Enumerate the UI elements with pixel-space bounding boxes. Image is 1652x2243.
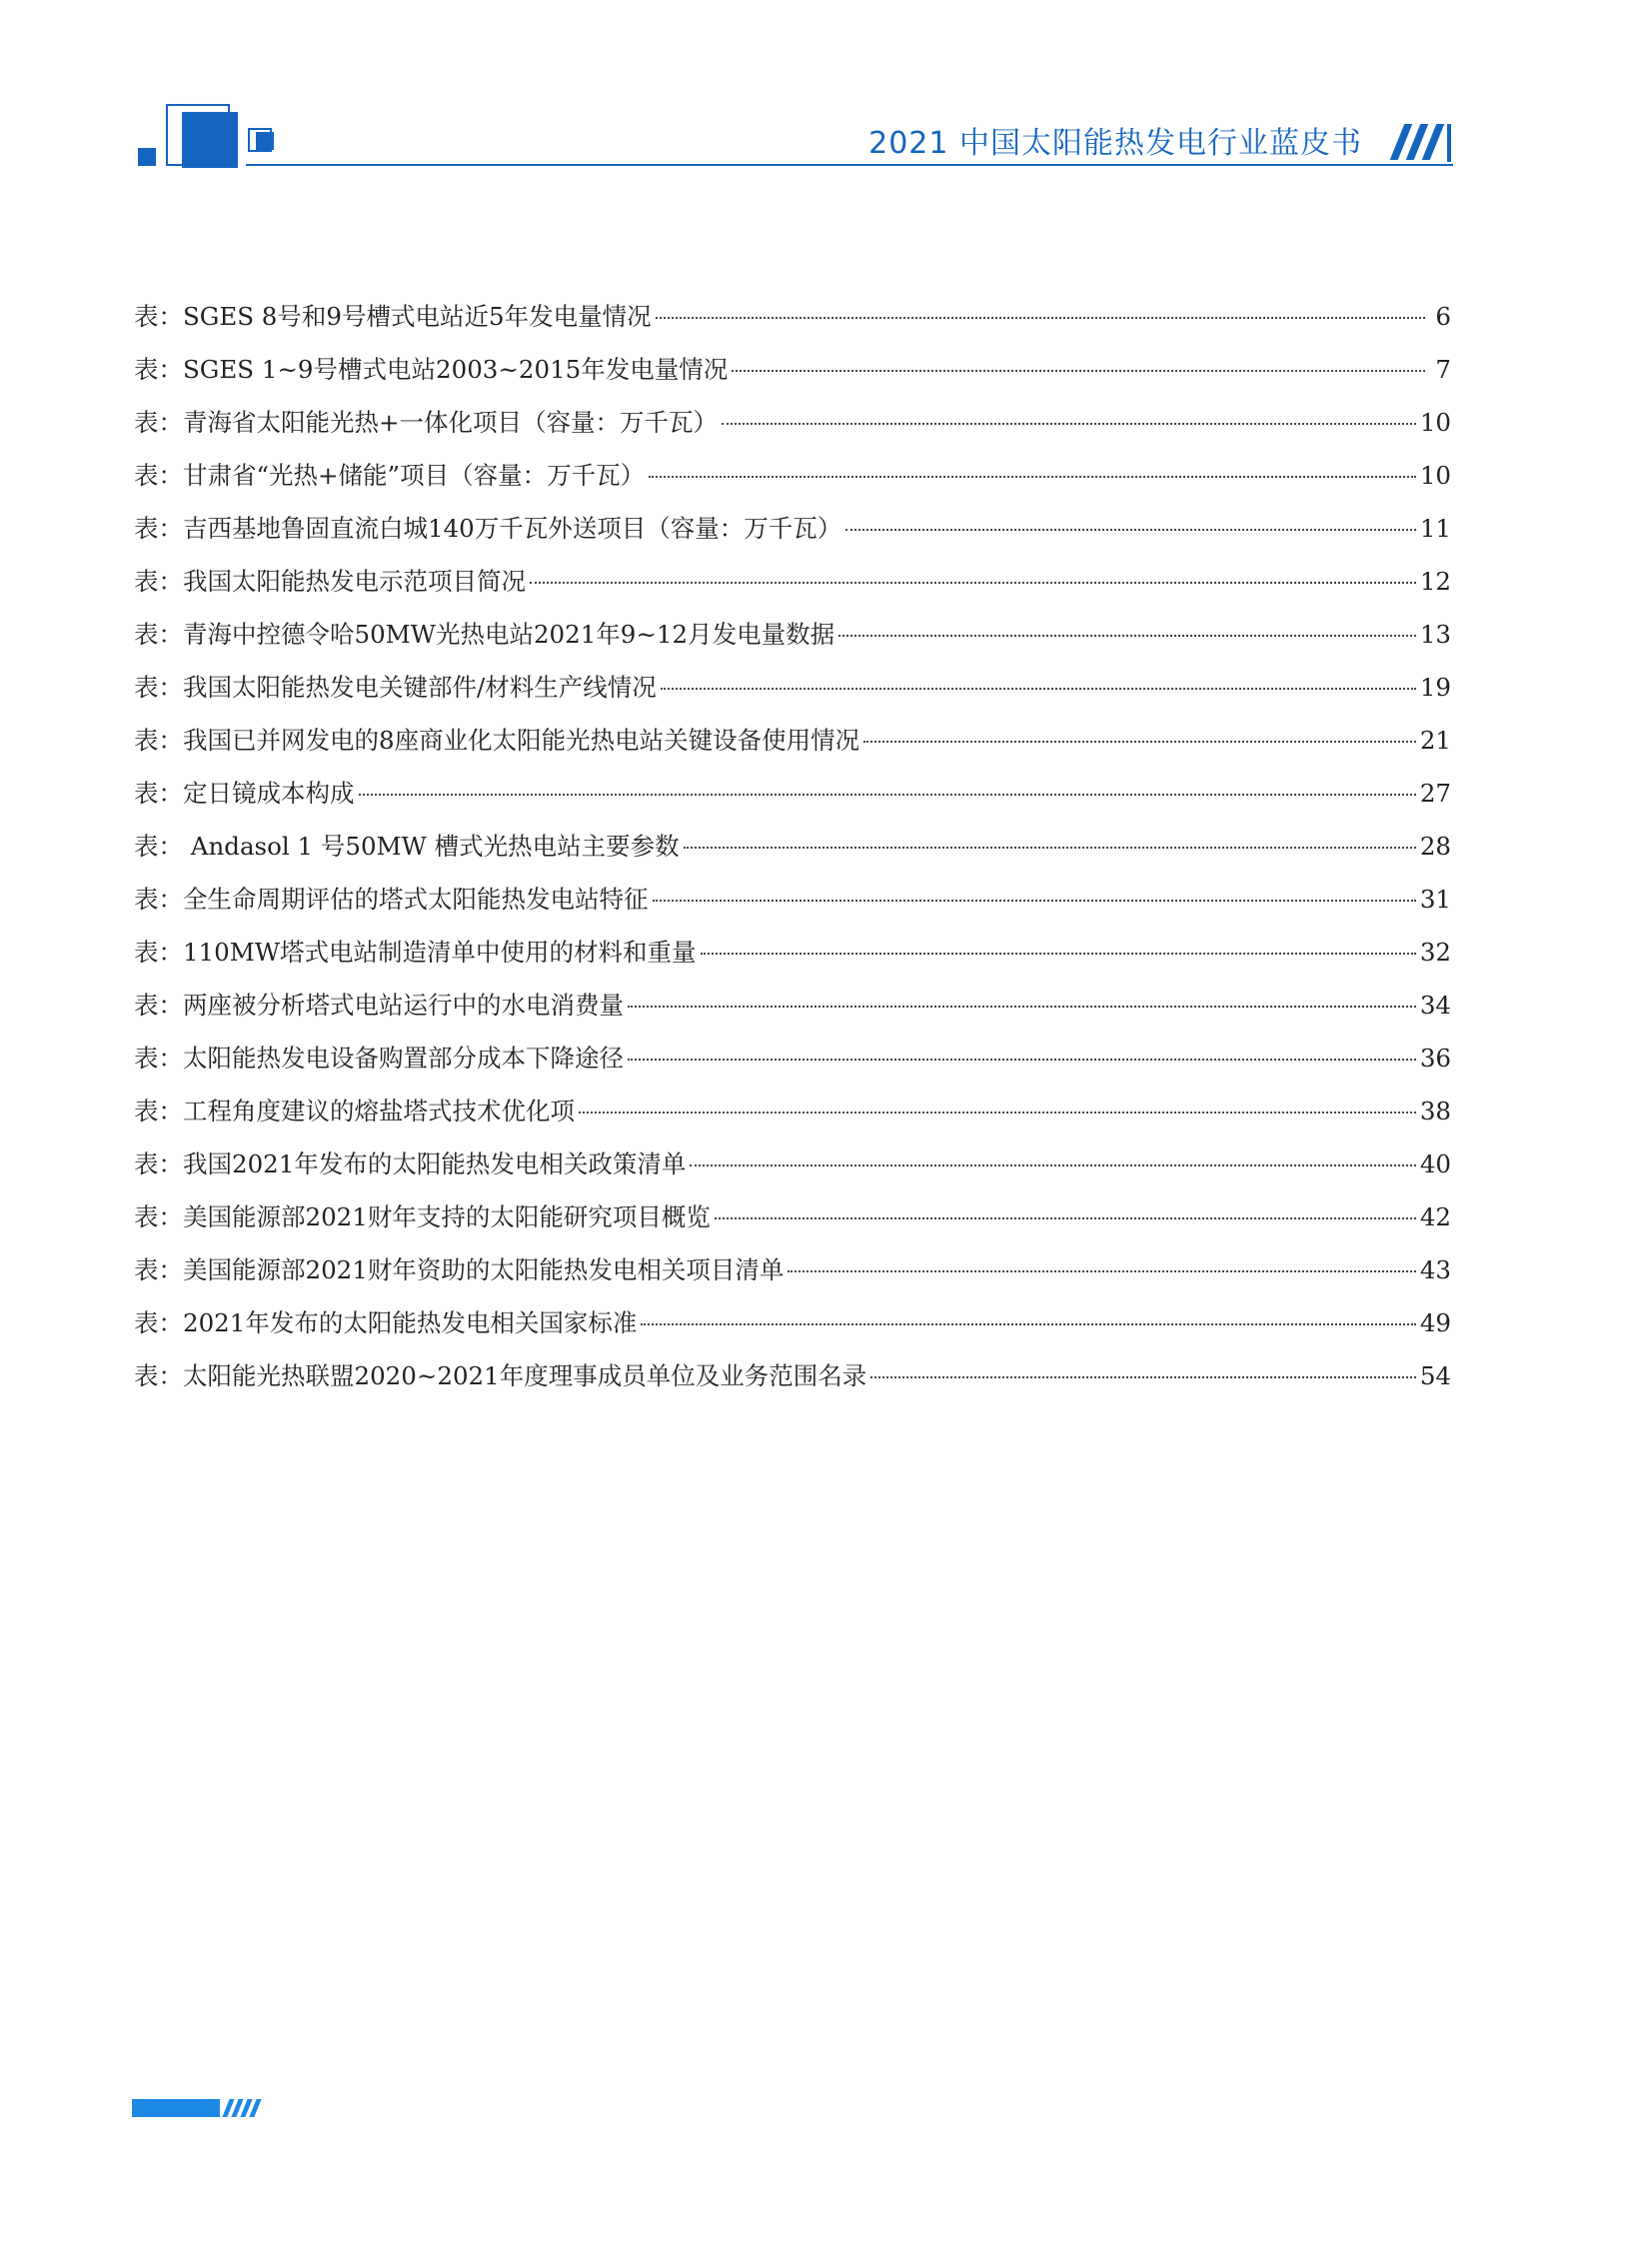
toc-entry-title: 表：甘肃省“光热+储能”项目（容量：万千瓦） (134, 461, 646, 490)
header-slashes-decor (1391, 124, 1455, 160)
toc-leader-dots (661, 688, 1416, 690)
toc-entry-title: 表：我国2021年发布的太阳能热发电相关政策清单 (134, 1149, 687, 1178)
toc-entry-page: 32 (1419, 938, 1451, 967)
footer-bar (132, 2099, 220, 2117)
toc-entry[interactable] (134, 351, 1451, 404)
toc-entry-title: 表：工程角度建议的熔盐塔式技术优化项 (134, 1097, 575, 1125)
toc-leader-dots (628, 1006, 1416, 1008)
toc-entry-page: 49 (1419, 1308, 1451, 1337)
toc-leader-dots (722, 423, 1416, 425)
toc-entry[interactable] (134, 775, 1451, 828)
toc-entry-title: 表：我国太阳能热发电示范项目简况 (134, 567, 526, 596)
toc-entry-title: 表：美国能源部2021财年资助的太阳能热发电相关项目清单 (134, 1255, 785, 1284)
toc-leader-dots (649, 476, 1416, 478)
toc-leader-dots (684, 847, 1416, 849)
toc-entry-title: 表：太阳能光热联盟2020~2021年度理事成员单位及业务范围名录 (134, 1361, 867, 1390)
toc-entry-title: 表：吉西基地鲁固直流白城140万千瓦外送项目（容量：万千瓦） (134, 514, 842, 543)
toc-entry[interactable] (134, 616, 1451, 669)
toc-entry-page: 10 (1419, 408, 1451, 437)
toc-entry-page: 34 (1419, 991, 1451, 1020)
toc-entry[interactable] (134, 1304, 1451, 1357)
toc-entry[interactable] (134, 722, 1451, 775)
toc-entry-page: 40 (1419, 1149, 1451, 1178)
header-rule (246, 164, 1453, 166)
toc-entry[interactable] (134, 457, 1451, 510)
toc-entry-title: 表：110MW塔式电站制造清单中使用的材料和重量 (134, 938, 697, 967)
table-of-contents (134, 298, 1451, 1410)
toc-entry-title: 表：青海省太阳能光热+一体化项目（容量：万千瓦） (134, 408, 719, 437)
toc-leader-dots (653, 900, 1416, 902)
toc-entry-page: 36 (1419, 1044, 1451, 1073)
toc-entry[interactable] (134, 934, 1451, 987)
toc-entry-title: 表：我国已并网发电的8座商业化太阳能光热电站关键设备使用情况 (134, 726, 860, 755)
toc-leader-dots (870, 1376, 1416, 1378)
toc-entry-page: 21 (1419, 726, 1451, 755)
toc-entry[interactable] (134, 669, 1451, 722)
toc-entry-title: 表：太阳能热发电设备购置部分成本下降途径 (134, 1044, 624, 1073)
header-decor-mini-square (256, 132, 274, 150)
toc-leader-dots (838, 635, 1416, 637)
toc-entry-title: 表：定日镜成本构成 (134, 779, 355, 808)
toc-leader-dots (845, 529, 1416, 531)
toc-entry[interactable] (134, 1093, 1451, 1145)
toc-entry[interactable] (134, 563, 1451, 616)
toc-entry-page: 13 (1419, 620, 1451, 649)
toc-entry-page: 19 (1419, 673, 1451, 702)
header-decor-large-square (182, 112, 238, 168)
toc-entry-page: 43 (1419, 1255, 1451, 1284)
toc-leader-dots (579, 1112, 1416, 1114)
toc-leader-dots (359, 794, 1416, 796)
toc-entry-title: 表：SGES 8号和9号槽式电站近5年发电量情况 (134, 302, 652, 331)
footer-decor (132, 2099, 262, 2117)
toc-entry-page: 54 (1419, 1361, 1451, 1390)
toc-entry[interactable] (134, 404, 1451, 457)
toc-entry[interactable] (134, 510, 1451, 563)
toc-entry-page: 31 (1419, 885, 1451, 914)
toc-entry-page: 6 (1435, 302, 1451, 331)
toc-entry[interactable] (134, 1040, 1451, 1093)
toc-entry-page: 10 (1419, 461, 1451, 490)
toc-leader-dots (788, 1270, 1415, 1272)
toc-entry-title: 表：两座被分析塔式电站运行中的水电消费量 (134, 991, 624, 1020)
header-decor-small-square (138, 148, 156, 166)
toc-leader-dots (690, 1164, 1415, 1166)
toc-entry-title: 表： Andasol 1 号50MW 槽式光热电站主要参数 (134, 832, 680, 861)
toc-entry-page: 12 (1419, 567, 1451, 596)
toc-entry-page: 38 (1419, 1097, 1451, 1125)
toc-leader-dots (701, 953, 1416, 955)
toc-entry-page: 7 (1435, 355, 1451, 384)
toc-leader-dots (641, 1323, 1415, 1325)
toc-entry[interactable] (134, 1357, 1451, 1410)
toc-entry-title: 表：全生命周期评估的塔式太阳能热发电站特征 (134, 885, 649, 914)
toc-leader-dots (732, 370, 1425, 372)
toc-leader-dots (715, 1217, 1416, 1219)
toc-entry[interactable] (134, 1251, 1451, 1304)
toc-leader-dots (530, 582, 1416, 584)
header-end-bar (1447, 124, 1451, 162)
toc-entry[interactable] (134, 828, 1451, 881)
toc-entry-title: 表：2021年发布的太阳能热发电相关国家标准 (134, 1308, 638, 1337)
toc-entry-page: 27 (1419, 779, 1451, 808)
toc-entry[interactable] (134, 1145, 1451, 1198)
toc-entry-title: 表：青海中控德令哈50MW光热电站2021年9~12月发电量数据 (134, 620, 835, 649)
toc-entry-page: 42 (1419, 1202, 1451, 1231)
toc-entry[interactable] (134, 1198, 1451, 1251)
toc-entry-title: 表：美国能源部2021财年支持的太阳能研究项目概览 (134, 1202, 711, 1231)
toc-entry[interactable] (134, 987, 1451, 1040)
toc-entry-title: 表：我国太阳能热发电关键部件/材料生产线情况 (134, 673, 657, 702)
header-title: 2021 中国太阳能热发电行业蓝皮书 (868, 126, 1362, 161)
toc-leader-dots (628, 1059, 1416, 1061)
toc-leader-dots (863, 741, 1416, 743)
toc-leader-dots (656, 317, 1425, 319)
toc-entry[interactable] (134, 881, 1451, 934)
toc-entry-page: 28 (1419, 832, 1451, 861)
toc-entry-title: 表：SGES 1~9号槽式电站2003~2015年发电量情况 (134, 355, 729, 384)
toc-entry[interactable] (134, 298, 1451, 351)
toc-entry-page: 11 (1419, 514, 1451, 543)
